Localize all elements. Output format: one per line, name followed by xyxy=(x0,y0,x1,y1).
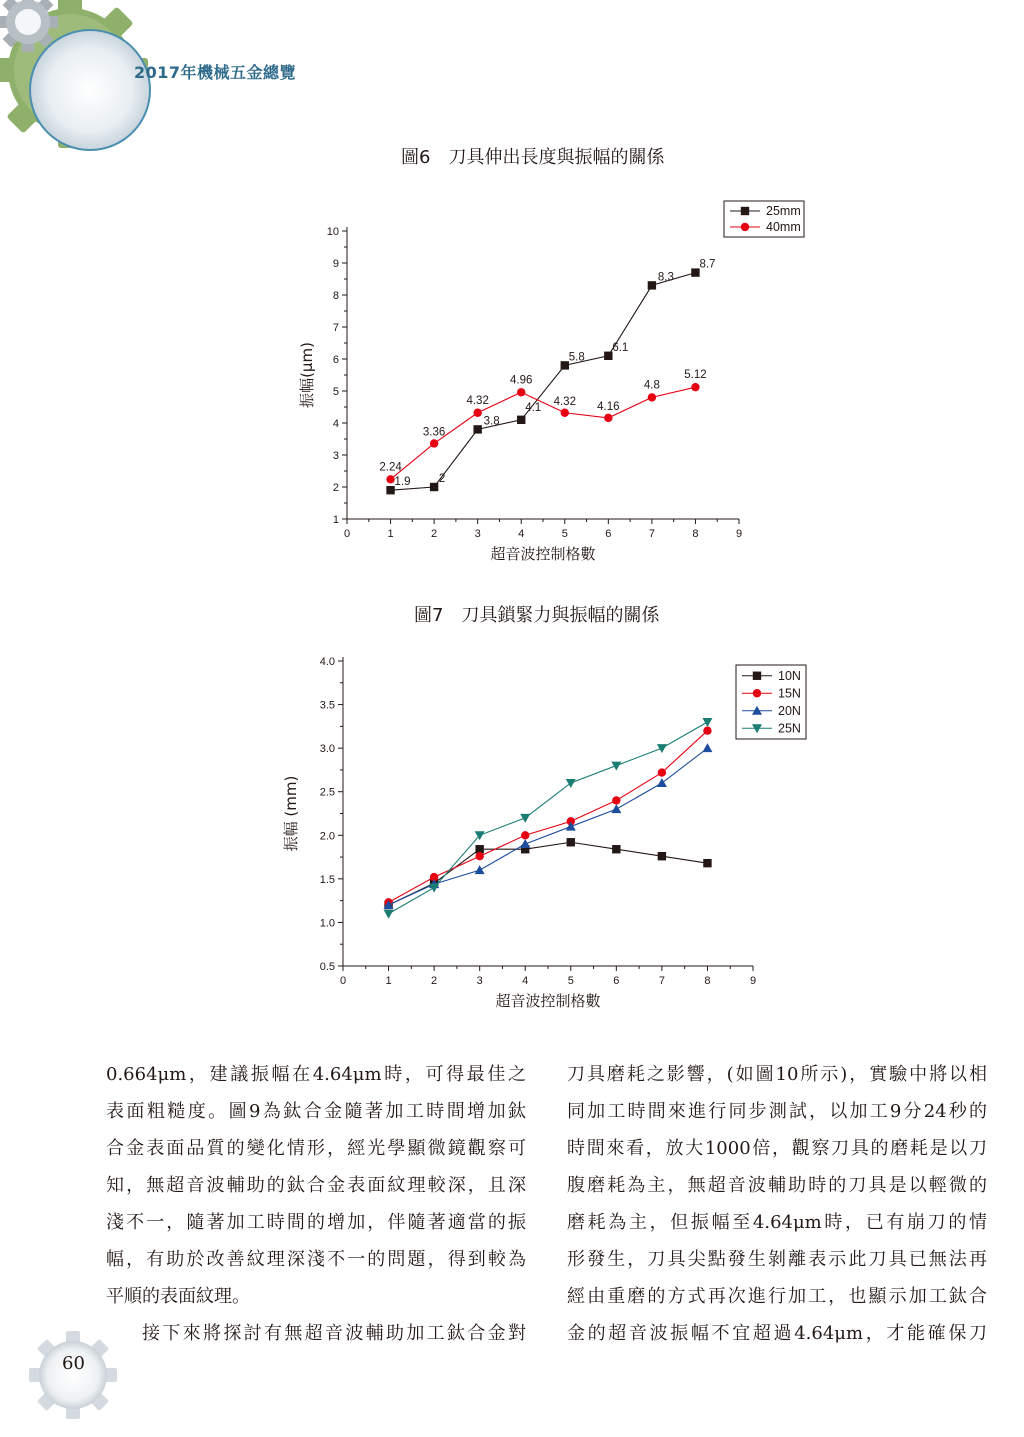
y-axis-label: 振幅(μm) xyxy=(298,342,316,408)
data-point-marker xyxy=(648,393,656,401)
page-number: 60 xyxy=(62,1353,85,1374)
data-point-marker xyxy=(430,439,438,447)
data-point-marker xyxy=(561,409,569,417)
y-tick-label: 9 xyxy=(332,258,339,270)
figure-6-title: 刀具伸出長度與振幅的關係 xyxy=(448,147,665,168)
y-tick-label: 8 xyxy=(332,290,339,302)
x-tick-label: 5 xyxy=(561,528,568,540)
data-point-marker xyxy=(386,475,394,483)
x-tick-label: 7 xyxy=(658,975,665,987)
data-point-marker xyxy=(741,207,749,215)
data-point-marker xyxy=(702,743,712,752)
y-tick-label: 10 xyxy=(326,226,339,238)
x-tick-label: 1 xyxy=(387,528,394,540)
data-point-marker xyxy=(611,762,621,771)
data-label: 3.36 xyxy=(422,426,446,439)
data-point-marker xyxy=(517,416,525,424)
figure-7-number: 圖7 xyxy=(414,605,444,626)
x-tick-label: 2 xyxy=(431,975,438,987)
data-label: 8.3 xyxy=(657,271,674,284)
x-tick-label: 9 xyxy=(735,528,743,540)
y-tick-label: 4 xyxy=(332,418,339,430)
y-tick-label: 4.0 xyxy=(319,656,335,668)
data-point-marker xyxy=(657,744,667,753)
x-tick-label: 0 xyxy=(343,528,351,540)
body-left-column xyxy=(106,1056,526,1352)
legend-label: 20N xyxy=(778,703,801,718)
figure-7-title: 刀具鎖緊力與振幅的關係 xyxy=(461,605,660,626)
paragraph xyxy=(106,1056,526,1315)
data-point-marker xyxy=(741,223,749,231)
legend-label: 40mm xyxy=(766,220,801,234)
data-label: 5.12 xyxy=(684,369,707,382)
text-line: 金的超音波振幅不宜超過4.64μm，才能確保刀 xyxy=(567,1323,987,1344)
data-point-marker xyxy=(611,804,621,813)
legend-label: 25mm xyxy=(766,204,801,218)
legend xyxy=(724,201,804,237)
text-line: 表面粗糙度。圖9為鈦合金隨著加工時間增加鈦 xyxy=(106,1101,526,1122)
series-25mm xyxy=(386,259,715,495)
series-15N xyxy=(384,727,711,907)
data-point-marker xyxy=(520,839,530,848)
data-label: 2.24 xyxy=(379,461,402,474)
legend xyxy=(736,665,806,739)
data-point-marker xyxy=(473,409,481,417)
data-point-marker xyxy=(473,425,481,433)
y-tick-label: 0.5 xyxy=(319,961,335,973)
paragraph xyxy=(567,1056,987,1352)
data-point-marker xyxy=(604,352,612,360)
chart-fig7 xyxy=(280,650,820,1020)
y-axis-label: 振幅 (mm) xyxy=(282,775,300,852)
y-tick-label: 1.5 xyxy=(319,873,335,886)
x-tick-label: 6 xyxy=(605,528,612,540)
data-label: 5.8 xyxy=(568,351,585,364)
y-tick-label: 3 xyxy=(332,450,339,462)
data-point-marker xyxy=(430,483,438,491)
text-line: 平順的表面紋理。 xyxy=(106,1286,250,1307)
x-tick-label: 2 xyxy=(431,528,438,540)
y-tick-label: 3.5 xyxy=(319,699,335,712)
data-point-marker xyxy=(703,859,711,867)
text-line: 知，無超音波輔助的鈦合金表面紋理較深，且深 xyxy=(106,1175,526,1196)
data-label: 4.1 xyxy=(525,401,542,414)
figure-6-caption xyxy=(401,143,664,169)
x-tick-label: 9 xyxy=(749,975,757,987)
text-line: 經由重磨的方式再次進行加工，也顯示加工鈦合 xyxy=(567,1286,987,1307)
data-label: 4.32 xyxy=(553,395,576,408)
x-axis-label: 超音波控制格數 xyxy=(490,545,596,563)
data-point-marker xyxy=(753,672,761,680)
text-line: 刀具磨耗之影響，(如圖10所示)，實驗中將以相 xyxy=(567,1064,987,1085)
text-line: 同加工時間來進行同步測試，以加工9分24秒的 xyxy=(567,1101,987,1122)
legend-label: 15N xyxy=(778,686,801,701)
x-tick-label: 5 xyxy=(567,975,574,987)
text-line: 磨耗為主，但振幅至4.64μm時，已有崩刀的情 xyxy=(567,1212,987,1233)
data-label: 2 xyxy=(438,473,446,485)
data-point-marker xyxy=(612,845,620,853)
data-point-marker xyxy=(561,361,569,369)
data-point-marker xyxy=(517,388,525,396)
data-label: 6.1 xyxy=(612,341,629,354)
data-point-marker xyxy=(703,727,711,735)
x-tick-label: 7 xyxy=(648,528,655,540)
data-point-marker xyxy=(566,779,576,788)
data-point-marker xyxy=(753,689,761,697)
y-tick-label: 7 xyxy=(332,322,339,334)
data-point-marker xyxy=(520,814,530,823)
x-tick-label: 8 xyxy=(692,528,699,540)
publication-title: 2017年機械五金總覽 xyxy=(134,63,297,82)
text-line: 形發生，刀具尖點發生剝離表示此刀具已無法再 xyxy=(567,1249,987,1270)
data-label: 4.96 xyxy=(510,374,533,387)
x-tick-label: 6 xyxy=(613,975,620,987)
data-point-marker xyxy=(475,865,485,874)
data-point-marker xyxy=(648,281,656,289)
y-tick-label: 3.0 xyxy=(319,743,335,756)
text-line: 腹磨耗為主，無超音波輔助時的刀具是以輕微的 xyxy=(567,1175,987,1196)
data-point-marker xyxy=(475,852,483,860)
figure-6-number: 圖6 xyxy=(401,147,431,168)
page-gear-icon xyxy=(28,1330,118,1420)
data-point-marker xyxy=(702,718,712,727)
x-tick-label: 3 xyxy=(474,528,481,540)
y-tick-label: 6 xyxy=(332,354,339,366)
y-tick-label: 1.0 xyxy=(319,917,335,930)
y-tick-label: 2.0 xyxy=(319,830,335,843)
data-point-marker xyxy=(604,414,612,422)
data-point-marker xyxy=(386,486,394,494)
legend-label: 25N xyxy=(778,721,801,736)
x-tick-label: 4 xyxy=(518,528,525,540)
data-label: 8.7 xyxy=(699,258,716,271)
x-tick-label: 0 xyxy=(339,975,347,987)
text-line: 幅，有助於改善紋理深淺不一的問題，得到較為 xyxy=(106,1249,526,1270)
x-axis-label: 超音波控制格數 xyxy=(495,992,601,1010)
text-line: 0.664μm，建議振幅在4.64μm時，可得最佳之 xyxy=(106,1064,526,1085)
data-point-marker xyxy=(657,778,667,787)
legend-label: 10N xyxy=(778,668,801,683)
data-point-marker xyxy=(384,910,394,919)
data-point-marker xyxy=(691,383,699,391)
x-tick-label: 3 xyxy=(476,975,483,987)
data-label: 4.32 xyxy=(466,394,489,407)
x-tick-label: 1 xyxy=(385,975,392,987)
data-point-marker xyxy=(612,796,620,804)
data-label: 1.9 xyxy=(394,476,411,489)
y-tick-label: 2.5 xyxy=(319,786,335,799)
text-line: 接下來將探討有無超音波輔助加工鈦合金對 xyxy=(142,1323,526,1344)
data-point-marker xyxy=(567,838,575,846)
data-point-marker xyxy=(691,268,699,276)
body-right-column xyxy=(567,1056,987,1352)
y-tick-label: 1 xyxy=(332,514,339,526)
figure-7-caption xyxy=(414,601,659,627)
series-25N xyxy=(384,718,713,919)
data-label: 3.8 xyxy=(483,415,500,428)
text-line: 時間來看，放大1000倍，觀察刀具的磨耗是以刀 xyxy=(567,1138,987,1159)
x-tick-label: 8 xyxy=(704,975,711,987)
data-point-marker xyxy=(658,852,666,860)
data-label: 4.8 xyxy=(643,379,660,392)
text-line: 合金表面品質的變化情形，經光學顯微鏡觀察可 xyxy=(106,1138,526,1159)
text-line: 淺不一，隨著加工時間的增加，伴隨著適當的振 xyxy=(106,1212,526,1233)
data-label: 4.16 xyxy=(597,400,620,413)
y-tick-label: 2 xyxy=(332,482,339,494)
y-tick-label: 5 xyxy=(332,386,339,398)
series-40mm xyxy=(379,369,706,483)
x-tick-label: 4 xyxy=(522,975,529,987)
data-point-marker xyxy=(521,831,529,839)
data-point-marker xyxy=(658,768,666,776)
paragraph xyxy=(106,1315,526,1352)
chart-fig6 xyxy=(290,195,820,575)
gear-logo-icon xyxy=(0,0,190,190)
